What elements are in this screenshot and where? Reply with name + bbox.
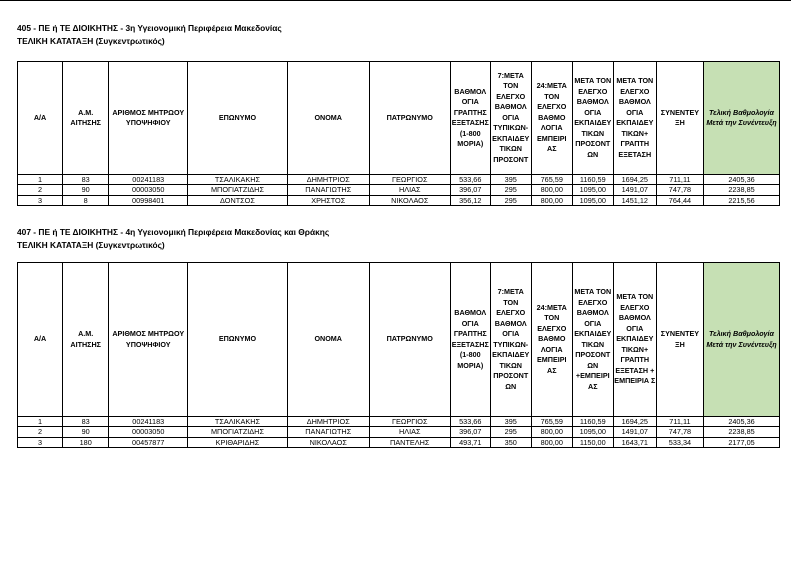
table-cell: 2 [18, 427, 63, 437]
table-cell: 3 [18, 437, 63, 447]
table-cell: ΔΟΝΤΣΟΣ [188, 195, 287, 205]
section-1-title: 405 - ΠΕ ή ΤΕ ΔΙΟΙΚΗΤΗΣ - 3η Υγειονομική Περιφέρεια Μακεδονίας [17, 23, 282, 33]
column-header-11: ΜΕΤΑ ΤΟΝ ΕΛΕΓΧΟ ΒΑΘΜΟΛ ΟΓΙΑ ΕΚΠΑΙΔΕΥ ΤΙΚΩΝ+ ΓΡΑΠΤΗ ΕΞΕΤΑΣΗ + ΕΜΠΕΙΡΙΑ Σ [613, 263, 656, 417]
table-cell: 533,66 [450, 417, 490, 427]
table-cell: 711,11 [656, 175, 703, 185]
table-cell: 295 [490, 195, 531, 205]
table-cell: 00241183 [109, 417, 188, 427]
column-header-7: ΒΑΘΜΟΛ ΟΓΙΑ ΓΡΑΠΤΗΣ ΕΞΕΤΑΣΗΣ (1-800 ΜΟΡΙΑ) [450, 62, 490, 175]
table-cell: ΤΣΑΛΙΚΑΚΗΣ [188, 175, 287, 185]
table-row [18, 185, 780, 195]
table-cell: 83 [63, 175, 109, 185]
table-cell: 1 [18, 417, 63, 427]
table-cell: 1451,12 [613, 195, 656, 205]
table-cell: 90 [63, 185, 109, 195]
table-cell: 356,12 [450, 195, 490, 205]
table-cell: ΜΠΟΓΙΑΤΖΙΔΗΣ [188, 185, 287, 195]
table-cell: 533,66 [450, 175, 490, 185]
column-header-9: 24:ΜΕΤΑ ΤΟΝ ΕΛΕΓΧΟ ΒΑΘΜΟ ΛΟΓΙΑ ΕΜΠΕΙΡΙ ΑΣ [531, 62, 572, 175]
table-cell: 295 [490, 427, 531, 437]
column-header-5: ΟΝΟΜΑ [287, 62, 369, 175]
table-cell: 2405,36 [704, 417, 780, 427]
ranking-table-405 [17, 61, 780, 206]
table-cell: 2405,36 [704, 175, 780, 185]
table-cell: ΧΡΗΣΤΟΣ [287, 195, 369, 205]
table-cell: 2 [18, 185, 63, 195]
table-cell: 1160,59 [572, 175, 613, 185]
table-cell: 711,11 [656, 417, 703, 427]
table-cell: ΝΙΚΟΛΑΟΣ [369, 195, 450, 205]
table-cell: ΚΡΙΘΑΡΙΔΗΣ [188, 437, 287, 447]
table-row [18, 175, 780, 185]
table-cell: 1160,59 [572, 417, 613, 427]
column-header-4: ΕΠΩΝΥΜΟ [188, 62, 287, 175]
table-cell: 533,34 [656, 437, 703, 447]
table-cell: 800,00 [531, 185, 572, 195]
table-cell: 1095,00 [572, 195, 613, 205]
table-cell: 395 [490, 417, 531, 427]
table-cell: ΔΗΜΗΤΡΙΟΣ [287, 175, 369, 185]
table-row [18, 437, 780, 447]
table-cell: 00998401 [109, 195, 188, 205]
table-cell: 396,07 [450, 185, 490, 195]
column-header-9: 24:ΜΕΤΑ ΤΟΝ ΕΛΕΓΧΟ ΒΑΘΜΟ ΛΟΓΙΑ ΕΜΠΕΙΡΙ ΑΣ [531, 263, 572, 417]
column-header-3: ΑΡΙΘΜΟΣ ΜΗΤΡΩΟΥ ΥΠΟΨΗΦΙΟΥ [109, 62, 188, 175]
table-cell: 800,00 [531, 195, 572, 205]
table-cell: ΜΠΟΓΙΑΤΖΙΔΗΣ [188, 427, 287, 437]
column-header-11: ΜΕΤΑ ΤΟΝ ΕΛΕΓΧΟ ΒΑΘΜΟΛ ΟΓΙΑ ΕΚΠΑΙΔΕΥ ΤΙΚΩΝ+ ΓΡΑΠΤΗ ΕΞΕΤΑΣΗ [613, 62, 656, 175]
column-header-10: ΜΕΤΑ ΤΟΝ ΕΛΕΓΧΟ ΒΑΘΜΟΛ ΟΓΙΑ ΕΚΠΑΙΔΕΥ ΤΙΚΩΝ ΠΡΟΣΟΝΤ ΩΝ +ΕΜΠΕΙΡΙ ΑΣ [572, 263, 613, 417]
column-header-8: 7:ΜΕΤΑ ΤΟΝ ΕΛΕΓΧΟ ΒΑΘΜΟΛ ΟΓΙΑ ΤΥΠΙΚΩΝ- ΕΚΠΑΙΔΕΥ ΤΙΚΩΝ ΠΡΟΣΟΝΤ [490, 62, 531, 175]
column-header-5: ΟΝΟΜΑ [287, 263, 369, 417]
table-cell: 764,44 [656, 195, 703, 205]
table-cell: 765,59 [531, 175, 572, 185]
column-header-13: Τελική Βαθμολογία Μετά την Συνέντευξη [704, 62, 780, 175]
column-header-2: Α.Μ. ΑΙΤΗΣΗΣ [63, 62, 109, 175]
table-cell: 1491,07 [613, 185, 656, 195]
table-cell: ΠΑΝΑΓΙΩΤΗΣ [287, 427, 369, 437]
table-cell: ΗΛΙΑΣ [369, 185, 450, 195]
table-cell: ΓΕΩΡΓΙΟΣ [369, 175, 450, 185]
table-cell: 00003050 [109, 185, 188, 195]
section-2-subtitle: ΤΕΛΙΚΗ ΚΑΤΑΤΑΞΗ (Συγκεντρωτικός) [17, 240, 165, 250]
table-cell: 1 [18, 175, 63, 185]
column-header-6: ΠΑΤΡΩΝΥΜΟ [369, 263, 450, 417]
table-row [18, 427, 780, 437]
column-header-6: ΠΑΤΡΩΝΥΜΟ [369, 62, 450, 175]
table-cell: ΤΣΑΛΙΚΑΚΗΣ [188, 417, 287, 427]
table-cell: 00241183 [109, 175, 188, 185]
table-cell: 8 [63, 195, 109, 205]
table-cell: 2238,85 [704, 185, 780, 195]
table-cell: 90 [63, 427, 109, 437]
ranking-table-407 [17, 262, 780, 448]
table-cell: 350 [490, 437, 531, 447]
table-cell: ΝΙΚΟΛΑΟΣ [287, 437, 369, 447]
table-cell: ΗΛΙΑΣ [369, 427, 450, 437]
table-cell: 1643,71 [613, 437, 656, 447]
column-header-2: Α.Μ. ΑΙΤΗΣΗΣ [63, 263, 109, 417]
table-cell: 747,78 [656, 185, 703, 195]
table-cell: 396,07 [450, 427, 490, 437]
table-cell: 1095,00 [572, 185, 613, 195]
column-header-8: 7:ΜΕΤΑ ΤΟΝ ΕΛΕΓΧΟ ΒΑΘΜΟΛ ΟΓΙΑ ΤΥΠΙΚΩΝ- ΕΚΠΑΙΔΕΥ ΤΙΚΩΝ ΠΡΟΣΟΝΤ ΩΝ [490, 263, 531, 417]
section-1-subtitle: ΤΕΛΙΚΗ ΚΑΤΑΤΑΞΗ (Συγκεντρωτικός) [17, 36, 165, 46]
table-cell: 1150,00 [572, 437, 613, 447]
table-cell: 493,71 [450, 437, 490, 447]
table-cell: 83 [63, 417, 109, 427]
column-header-12: ΣΥΝΕΝΤΕΥ ΞΗ [656, 263, 703, 417]
column-header-3: ΑΡΙΘΜΟΣ ΜΗΤΡΩΟΥ ΥΠΟΨΗΦΙΟΥ [109, 263, 188, 417]
column-header-1: Α/Α [18, 263, 63, 417]
table-cell: 1694,25 [613, 175, 656, 185]
table-cell: 765,59 [531, 417, 572, 427]
table-cell: 747,78 [656, 427, 703, 437]
column-header-1: Α/Α [18, 62, 63, 175]
table-cell: 295 [490, 185, 531, 195]
column-header-7: ΒΑΘΜΟΛ ΟΓΙΑ ΓΡΑΠΤΗΣ ΕΞΕΤΑΣΗΣ (1-800 ΜΟΡΙΑ) [450, 263, 490, 417]
table-cell: 00457877 [109, 437, 188, 447]
table-cell: 180 [63, 437, 109, 447]
page-top-border [0, 0, 791, 1]
column-header-12: ΣΥΝΕΝΤΕΥ ΞΗ [656, 62, 703, 175]
column-header-13: Τελική Βαθμολογία Μετά την Συνέντευξη [704, 263, 780, 417]
table-cell: 1694,25 [613, 417, 656, 427]
table-cell: 395 [490, 175, 531, 185]
table-cell: 2238,85 [704, 427, 780, 437]
column-header-10: ΜΕΤΑ ΤΟΝ ΕΛΕΓΧΟ ΒΑΘΜΟΛ ΟΓΙΑ ΕΚΠΑΙΔΕΥ ΤΙΚΩΝ ΠΡΟΣΟΝΤ ΩΝ [572, 62, 613, 175]
table-cell: 3 [18, 195, 63, 205]
section-2-title: 407 - ΠΕ ή ΤΕ ΔΙΟΙΚΗΤΗΣ - 4η Υγειονομική Περιφέρεια Μακεδονίας και Θράκης [17, 227, 330, 237]
table-cell: 2215,56 [704, 195, 780, 205]
table-cell: ΓΕΩΡΓΙΟΣ [369, 417, 450, 427]
table-cell: ΠΑΝΑΓΙΩΤΗΣ [287, 185, 369, 195]
table-cell: 2177,05 [704, 437, 780, 447]
table-cell: ΔΗΜΗΤΡΙΟΣ [287, 417, 369, 427]
table-cell: 00003050 [109, 427, 188, 437]
table-cell: 1095,00 [572, 427, 613, 437]
table-row [18, 195, 780, 205]
table-cell: ΠΑΝΤΕΛΗΣ [369, 437, 450, 447]
column-header-4: ΕΠΩΝΥΜΟ [188, 263, 287, 417]
table-cell: 1491,07 [613, 427, 656, 437]
table-cell: 800,00 [531, 427, 572, 437]
table-row [18, 417, 780, 427]
table-cell: 800,00 [531, 437, 572, 447]
